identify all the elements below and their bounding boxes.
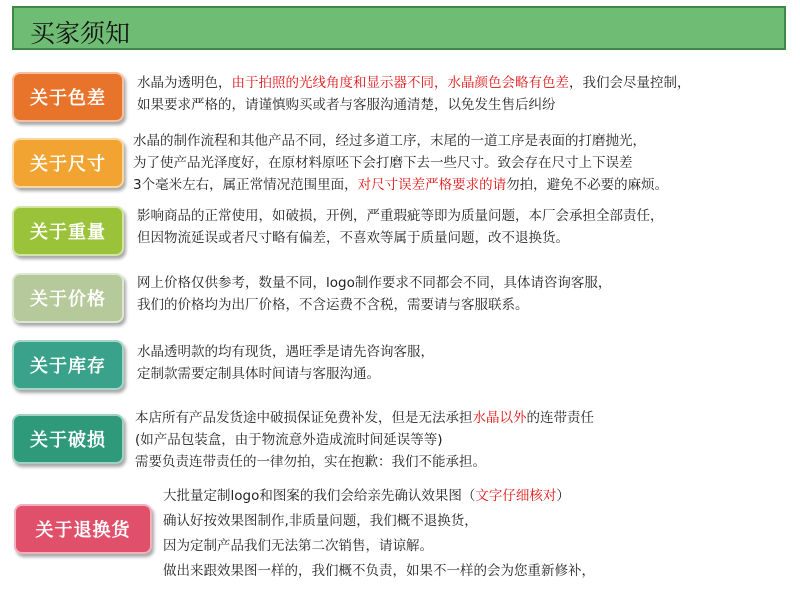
- body-text: 需要负责连带责任的一律勿拍，实在抱歉：我们不能承担。: [135, 454, 486, 470]
- section-text-return-exchange: [163, 484, 595, 584]
- highlight-text: 文字仔细核对: [475, 488, 557, 504]
- text-line: [163, 534, 595, 559]
- body-text: 为了使产品光泽度好，在原材料原呸下会打磨下去一些尺寸。致会存在尺寸上下误差: [133, 155, 633, 171]
- section-text-color-difference: [137, 72, 691, 116]
- text-line: [135, 429, 594, 451]
- text-line: [137, 227, 664, 249]
- body-text: 网上价格仅供参考，数量不同，logo制作要求不同都会不同，具体请咨询客服，: [137, 275, 612, 291]
- body-text: ，我们会尽量控制，: [569, 75, 691, 91]
- text-line: [163, 484, 595, 509]
- text-line: [163, 559, 595, 584]
- text-line: [133, 152, 668, 174]
- body-text: 本店所有产品发货途中破损保证免费补发，但是无法承担: [135, 410, 473, 426]
- text-line: [137, 294, 611, 316]
- highlight-text: 水晶以外: [472, 410, 527, 426]
- badge-size: [12, 138, 124, 188]
- badge-weight: [12, 206, 124, 256]
- section-text-stock: [137, 341, 434, 385]
- badge-label: 关于退换货: [35, 520, 131, 541]
- body-text: 的连带责任: [526, 410, 594, 426]
- badge-stock: [12, 340, 124, 390]
- body-text: ）: [556, 488, 570, 504]
- highlight-text: 由于拍照的光线角度和显示器不同，水晶颜色会略有色差: [231, 75, 569, 91]
- body-text: 做出来跟效果图一样的，我们概不负责，如果不一样的会为您重新修补，: [163, 563, 595, 579]
- body-text: 3个毫米左右，属正常情况范围里面，: [133, 177, 358, 193]
- text-line: [133, 174, 668, 196]
- title-bar: [12, 6, 786, 50]
- text-line: [135, 407, 594, 429]
- body-text: 水晶的制作流程和其他产品不同，经过多道工序，末尾的一道工序是表面的打磨抛光，: [133, 133, 646, 149]
- badge-damage: [12, 414, 124, 464]
- badge-color-difference: [12, 72, 124, 122]
- text-line: [163, 509, 595, 534]
- badge-label: 关于重量: [30, 222, 106, 243]
- text-line: [137, 272, 611, 294]
- body-text: 如果要求严格的，请谨慎购买或者与客服沟通清楚，以免发生售后纠纷: [137, 97, 556, 113]
- body-text: 大批量定制logo和图案的我们会给亲先确认效果图（: [163, 488, 476, 504]
- section-text-damage: [135, 407, 594, 473]
- body-text: 影响商品的正常使用，如破损，开例，严重瑕疵等即为质量问题，本厂会承担全部责任，: [137, 208, 664, 224]
- badge-label: 关于库存: [30, 356, 106, 377]
- section-text-price: [137, 272, 611, 316]
- body-text: 因为定制产品我们无法第二次销售，请谅解。: [163, 538, 433, 554]
- text-line: [137, 363, 434, 385]
- badge-label: 关于价格: [30, 289, 106, 310]
- text-line: [137, 205, 664, 227]
- body-text: 确认好按效果图制作,非质量问题，我们概不退换货，: [163, 513, 478, 529]
- badge-return-exchange: [14, 504, 152, 554]
- body-text: 勿拍，避免不必要的麻烦。: [506, 177, 669, 193]
- badge-label: 关于破损: [30, 430, 106, 451]
- page-title: 买家须知: [30, 19, 131, 48]
- badge-price: [12, 273, 124, 323]
- body-text: 定制款需要定制具体时间请与客服沟通。: [137, 366, 380, 382]
- badge-label: 关于色差: [30, 88, 106, 109]
- badge-label: 关于尺寸: [30, 154, 106, 175]
- text-line: [133, 130, 668, 152]
- text-line: [137, 94, 691, 116]
- section-text-weight: [137, 205, 664, 249]
- body-text: 我们的价格均为出厂价格，不含运费不含税，需要请与客服联系。: [137, 297, 529, 313]
- highlight-text: 对尺寸误差严格要求的请: [357, 177, 507, 193]
- text-line: [135, 451, 594, 473]
- text-line: [137, 341, 434, 363]
- body-text: (如产品包装盒，由于物流意外造成流时间延误等等): [135, 432, 443, 448]
- body-text: 水晶为透明色，: [137, 75, 232, 91]
- body-text: 水晶透明款的均有现货，遇旺季是请先咨询客服，: [137, 344, 434, 360]
- section-text-size: [133, 130, 668, 196]
- body-text: 但因物流延误或者尺寸略有偏差，不喜欢等属于质量问题，改不退换货。: [137, 230, 569, 246]
- text-line: [137, 72, 691, 94]
